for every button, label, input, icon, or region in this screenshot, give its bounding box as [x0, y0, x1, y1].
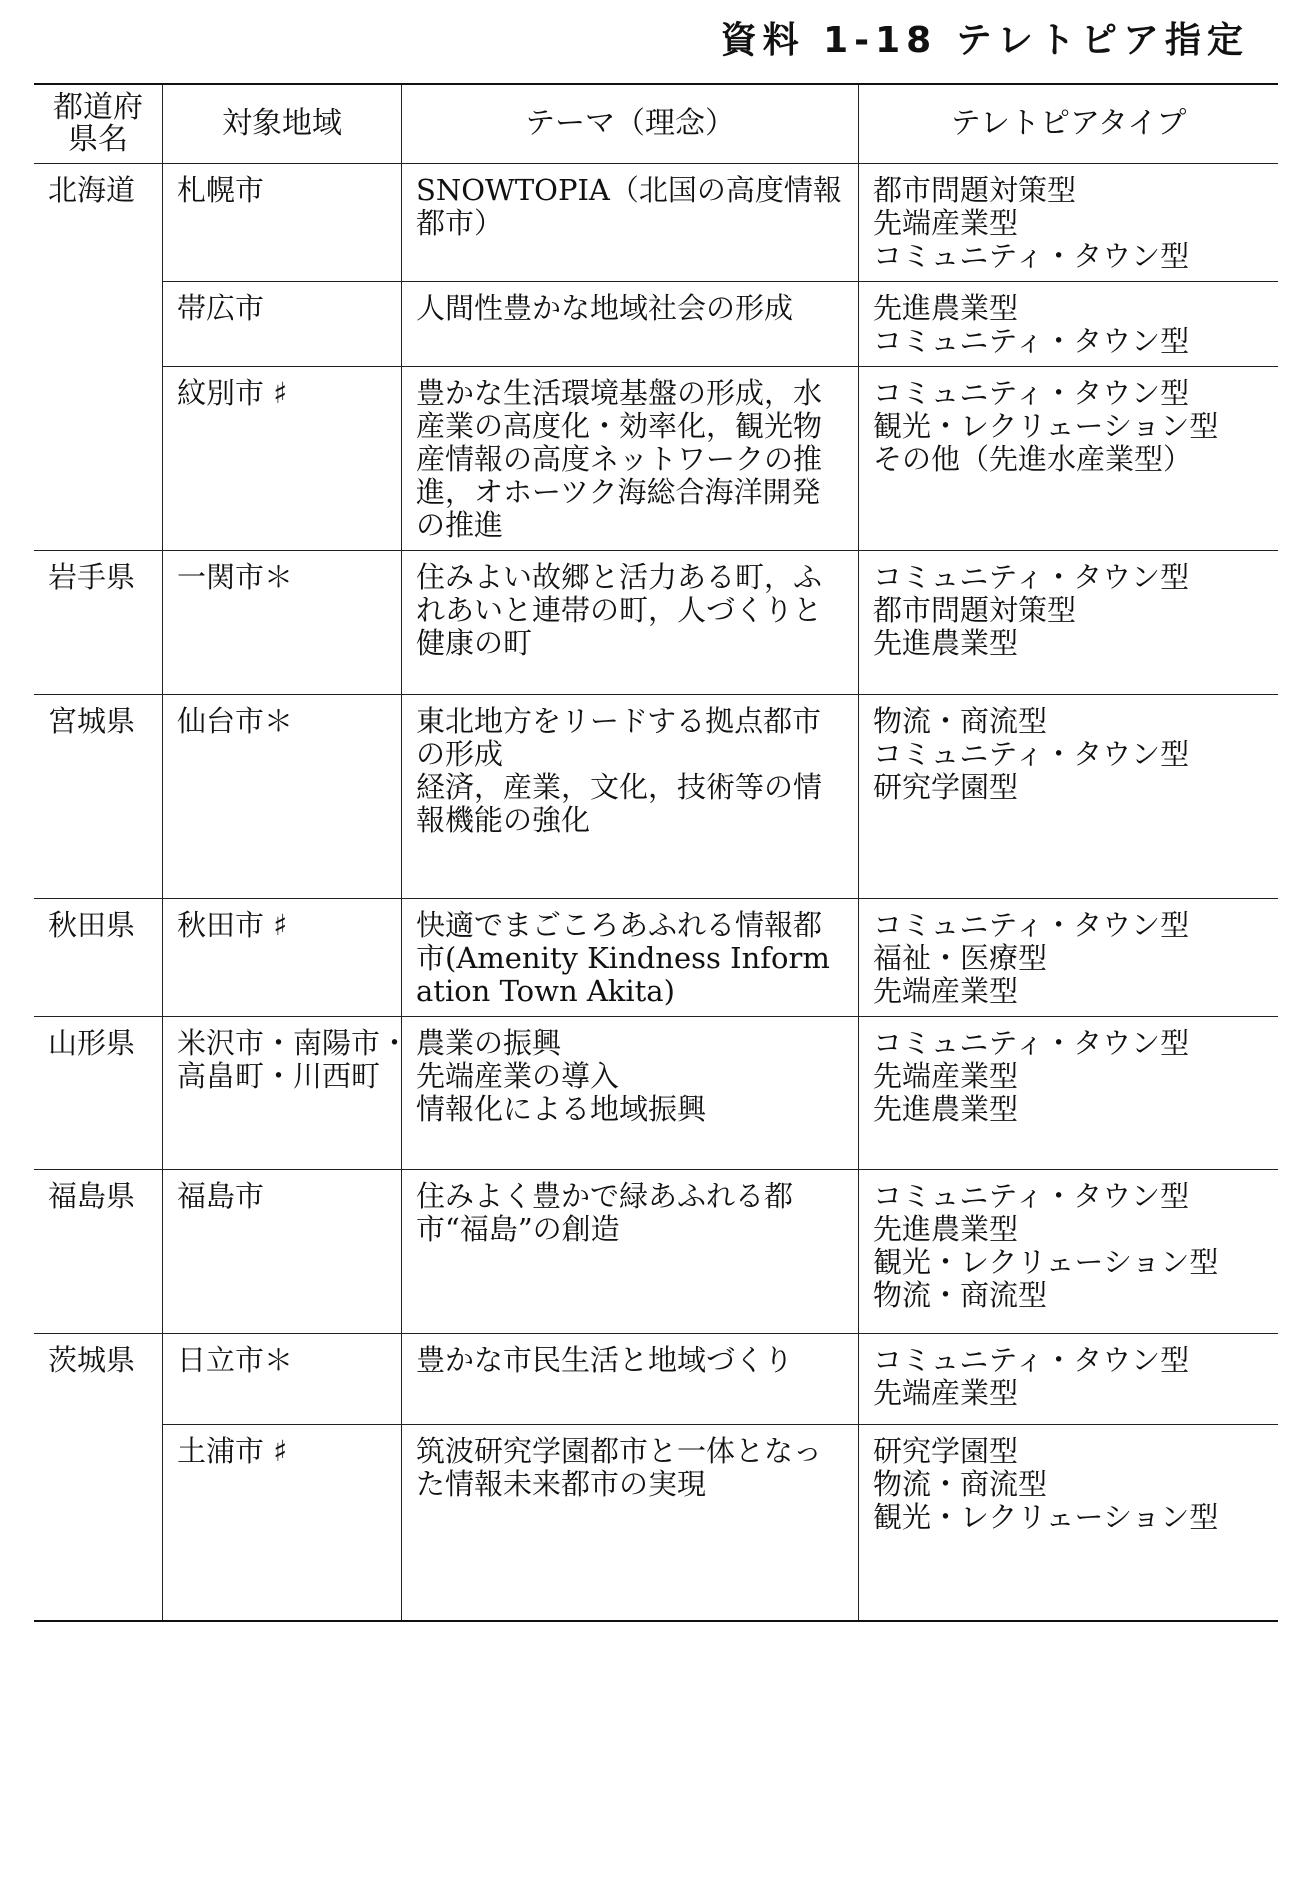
area-cell-line: 米沢市・南陽市・: [177, 1026, 410, 1060]
area-cell-line: 秋田市 ♯: [177, 908, 288, 942]
area-cell: [163, 1334, 402, 1425]
type-cell-line: コミュニティ・タウン型: [873, 1026, 1190, 1060]
area-cell-line: 福島市: [177, 1179, 265, 1213]
type-cell: [859, 1334, 1279, 1425]
type-cell: [859, 164, 1279, 282]
type-cell-line: 物流・商流型: [873, 704, 1048, 738]
theme-cell-line: 快適でまごころあふれる情報都市(Amenity Kindness Information Town Akita): [416, 908, 830, 1008]
theme-cell: [402, 367, 859, 551]
table-row: [34, 899, 1278, 1017]
type-cell: [859, 282, 1279, 367]
prefecture-cell: 福島県: [34, 1170, 163, 1334]
area-cell: [163, 899, 402, 1017]
prefecture-cell: 茨城県: [34, 1334, 163, 1622]
theme-cell: [402, 1170, 859, 1334]
theme-cell-line: 東北地方をリードする拠点都市の形成: [416, 704, 822, 771]
area-cell: [163, 1170, 402, 1334]
theme-cell: [402, 164, 859, 282]
type-cell-line: 研究学園型: [873, 770, 1019, 804]
type-cell-line: 物流・商流型: [873, 1278, 1048, 1312]
type-cell-line: 観光・レクリェーション型: [873, 1500, 1219, 1534]
theme-cell-line: 豊かな市民生活と地域づくり: [416, 1343, 794, 1377]
type-cell-line: 先進農業型: [873, 291, 1019, 325]
type-cell: [859, 1017, 1279, 1170]
table-row: [34, 1170, 1278, 1334]
prefecture-cell: 秋田県: [34, 899, 163, 1017]
area-cell-line: 紋別市 ♯: [177, 376, 288, 410]
type-cell-line: コミュニティ・タウン型: [873, 737, 1190, 771]
type-cell-line: 先端産業型: [873, 1059, 1019, 1093]
table-body: [34, 164, 1278, 1622]
area-cell: [163, 1017, 410, 1170]
theme-cell-line: 豊かな生活環境基盤の形成，水産業の高度化・効率化，観光物産情報の高度ネットワークの推進，オホーツク海総合海洋開発の推進: [416, 376, 823, 542]
theme-cell-line: 人間性豊かな地域社会の形成: [416, 291, 794, 325]
theme-cell-line: 経済，産業，文化，技術等の情報機能の強化: [416, 770, 823, 837]
type-cell-line: コミュニティ・タウン型: [873, 376, 1190, 410]
area-cell: [163, 1425, 402, 1622]
table-row: [34, 1017, 1278, 1170]
prefecture-cell: 北海道: [34, 164, 163, 551]
type-cell: [859, 1170, 1279, 1334]
area-cell-line: 土浦市 ♯: [177, 1434, 288, 1468]
type-cell-line: コミュニティ・タウン型: [873, 560, 1190, 594]
type-cell-line: コミュニティ・タウン型: [873, 1343, 1190, 1377]
header-area: 対象地域: [163, 84, 402, 164]
type-cell-line: 先進農業型: [873, 1212, 1019, 1246]
table-row: [34, 367, 1278, 551]
type-cell-line: 先進農業型: [873, 626, 1019, 660]
table-row: [34, 282, 1278, 367]
area-cell: [163, 282, 402, 367]
area-cell-line: 札幌市: [177, 173, 265, 207]
type-cell-line: 観光・レクリェーション型: [873, 409, 1219, 443]
theme-cell: [402, 695, 859, 899]
type-cell: [859, 367, 1279, 551]
type-cell: [859, 695, 1279, 899]
table-row: [34, 1425, 1278, 1622]
type-cell-line: その他（先進水産業型）: [873, 442, 1193, 476]
teletopia-table: [34, 83, 1278, 1622]
theme-cell-line: 情報化による地域振興: [416, 1092, 707, 1126]
type-cell-line: コミュニティ・タウン型: [873, 239, 1190, 273]
theme-cell: [402, 551, 859, 695]
theme-cell-line: 住みよく豊かで緑あふれる都市“福島”の創造: [416, 1179, 794, 1246]
type-cell-line: 福祉・医療型: [873, 941, 1048, 975]
type-cell-line: コミュニティ・タウン型: [873, 1179, 1190, 1213]
type-cell-line: 都市問題対策型: [873, 173, 1077, 207]
header-theme: テーマ（理念）: [402, 84, 859, 164]
type-cell: [859, 1425, 1279, 1622]
theme-cell: [402, 282, 859, 367]
table-row: [34, 1334, 1278, 1425]
type-cell: [859, 551, 1279, 695]
area-cell-line: 帯広市: [177, 291, 265, 325]
header-prefecture: 都道府県名: [34, 84, 163, 164]
area-cell-line: 日立市＊: [177, 1343, 294, 1377]
area-cell-line: 仙台市＊: [177, 704, 294, 738]
document-title: 資料 1-18 テレトピア指定: [720, 20, 1249, 61]
type-cell-line: 先端産業型: [873, 974, 1019, 1008]
prefecture-cell: 山形県: [34, 1017, 163, 1170]
table-row: [34, 551, 1278, 695]
theme-cell-line: 農業の振興: [416, 1026, 562, 1060]
type-cell: [859, 899, 1279, 1017]
type-cell-line: コミュニティ・タウン型: [873, 908, 1190, 942]
type-cell-line: コミュニティ・タウン型: [873, 324, 1190, 358]
type-cell-line: 観光・レクリェーション型: [873, 1245, 1219, 1279]
theme-cell-line: 筑波研究学園都市と一体となった情報未来都市の実現: [416, 1434, 823, 1501]
theme-cell-line: 先端産業の導入: [416, 1059, 620, 1093]
area-cell: [163, 695, 402, 899]
area-cell-line: 高畠町・川西町: [177, 1059, 381, 1093]
area-cell-line: 一関市＊: [177, 560, 294, 594]
area-cell: [163, 551, 402, 695]
type-cell-line: 都市問題対策型: [873, 593, 1077, 627]
theme-cell-line: SNOWTOPIA（北国の高度情報都市）: [416, 173, 842, 240]
table-header-row: [34, 84, 1278, 164]
theme-cell: [402, 899, 859, 1017]
prefecture-cell: 宮城県: [34, 695, 163, 899]
prefecture-cell: 岩手県: [34, 551, 163, 695]
theme-cell: [402, 1017, 859, 1170]
header-type: テレトピアタイプ: [859, 84, 1279, 164]
type-cell-line: 研究学園型: [873, 1434, 1019, 1468]
theme-cell: [402, 1425, 859, 1622]
theme-cell-line: 住みよい故郷と活力ある町，ふれあいと連帯の町，人づくりと健康の町: [416, 560, 823, 660]
table-row: [34, 695, 1278, 899]
area-cell: [163, 367, 402, 551]
type-cell-line: 先進農業型: [873, 1092, 1019, 1126]
table-row: [34, 164, 1278, 282]
area-cell: [163, 164, 402, 282]
type-cell-line: 先端産業型: [873, 1376, 1019, 1410]
type-cell-line: 先端産業型: [873, 206, 1019, 240]
type-cell-line: 物流・商流型: [873, 1467, 1048, 1501]
theme-cell: [402, 1334, 859, 1425]
